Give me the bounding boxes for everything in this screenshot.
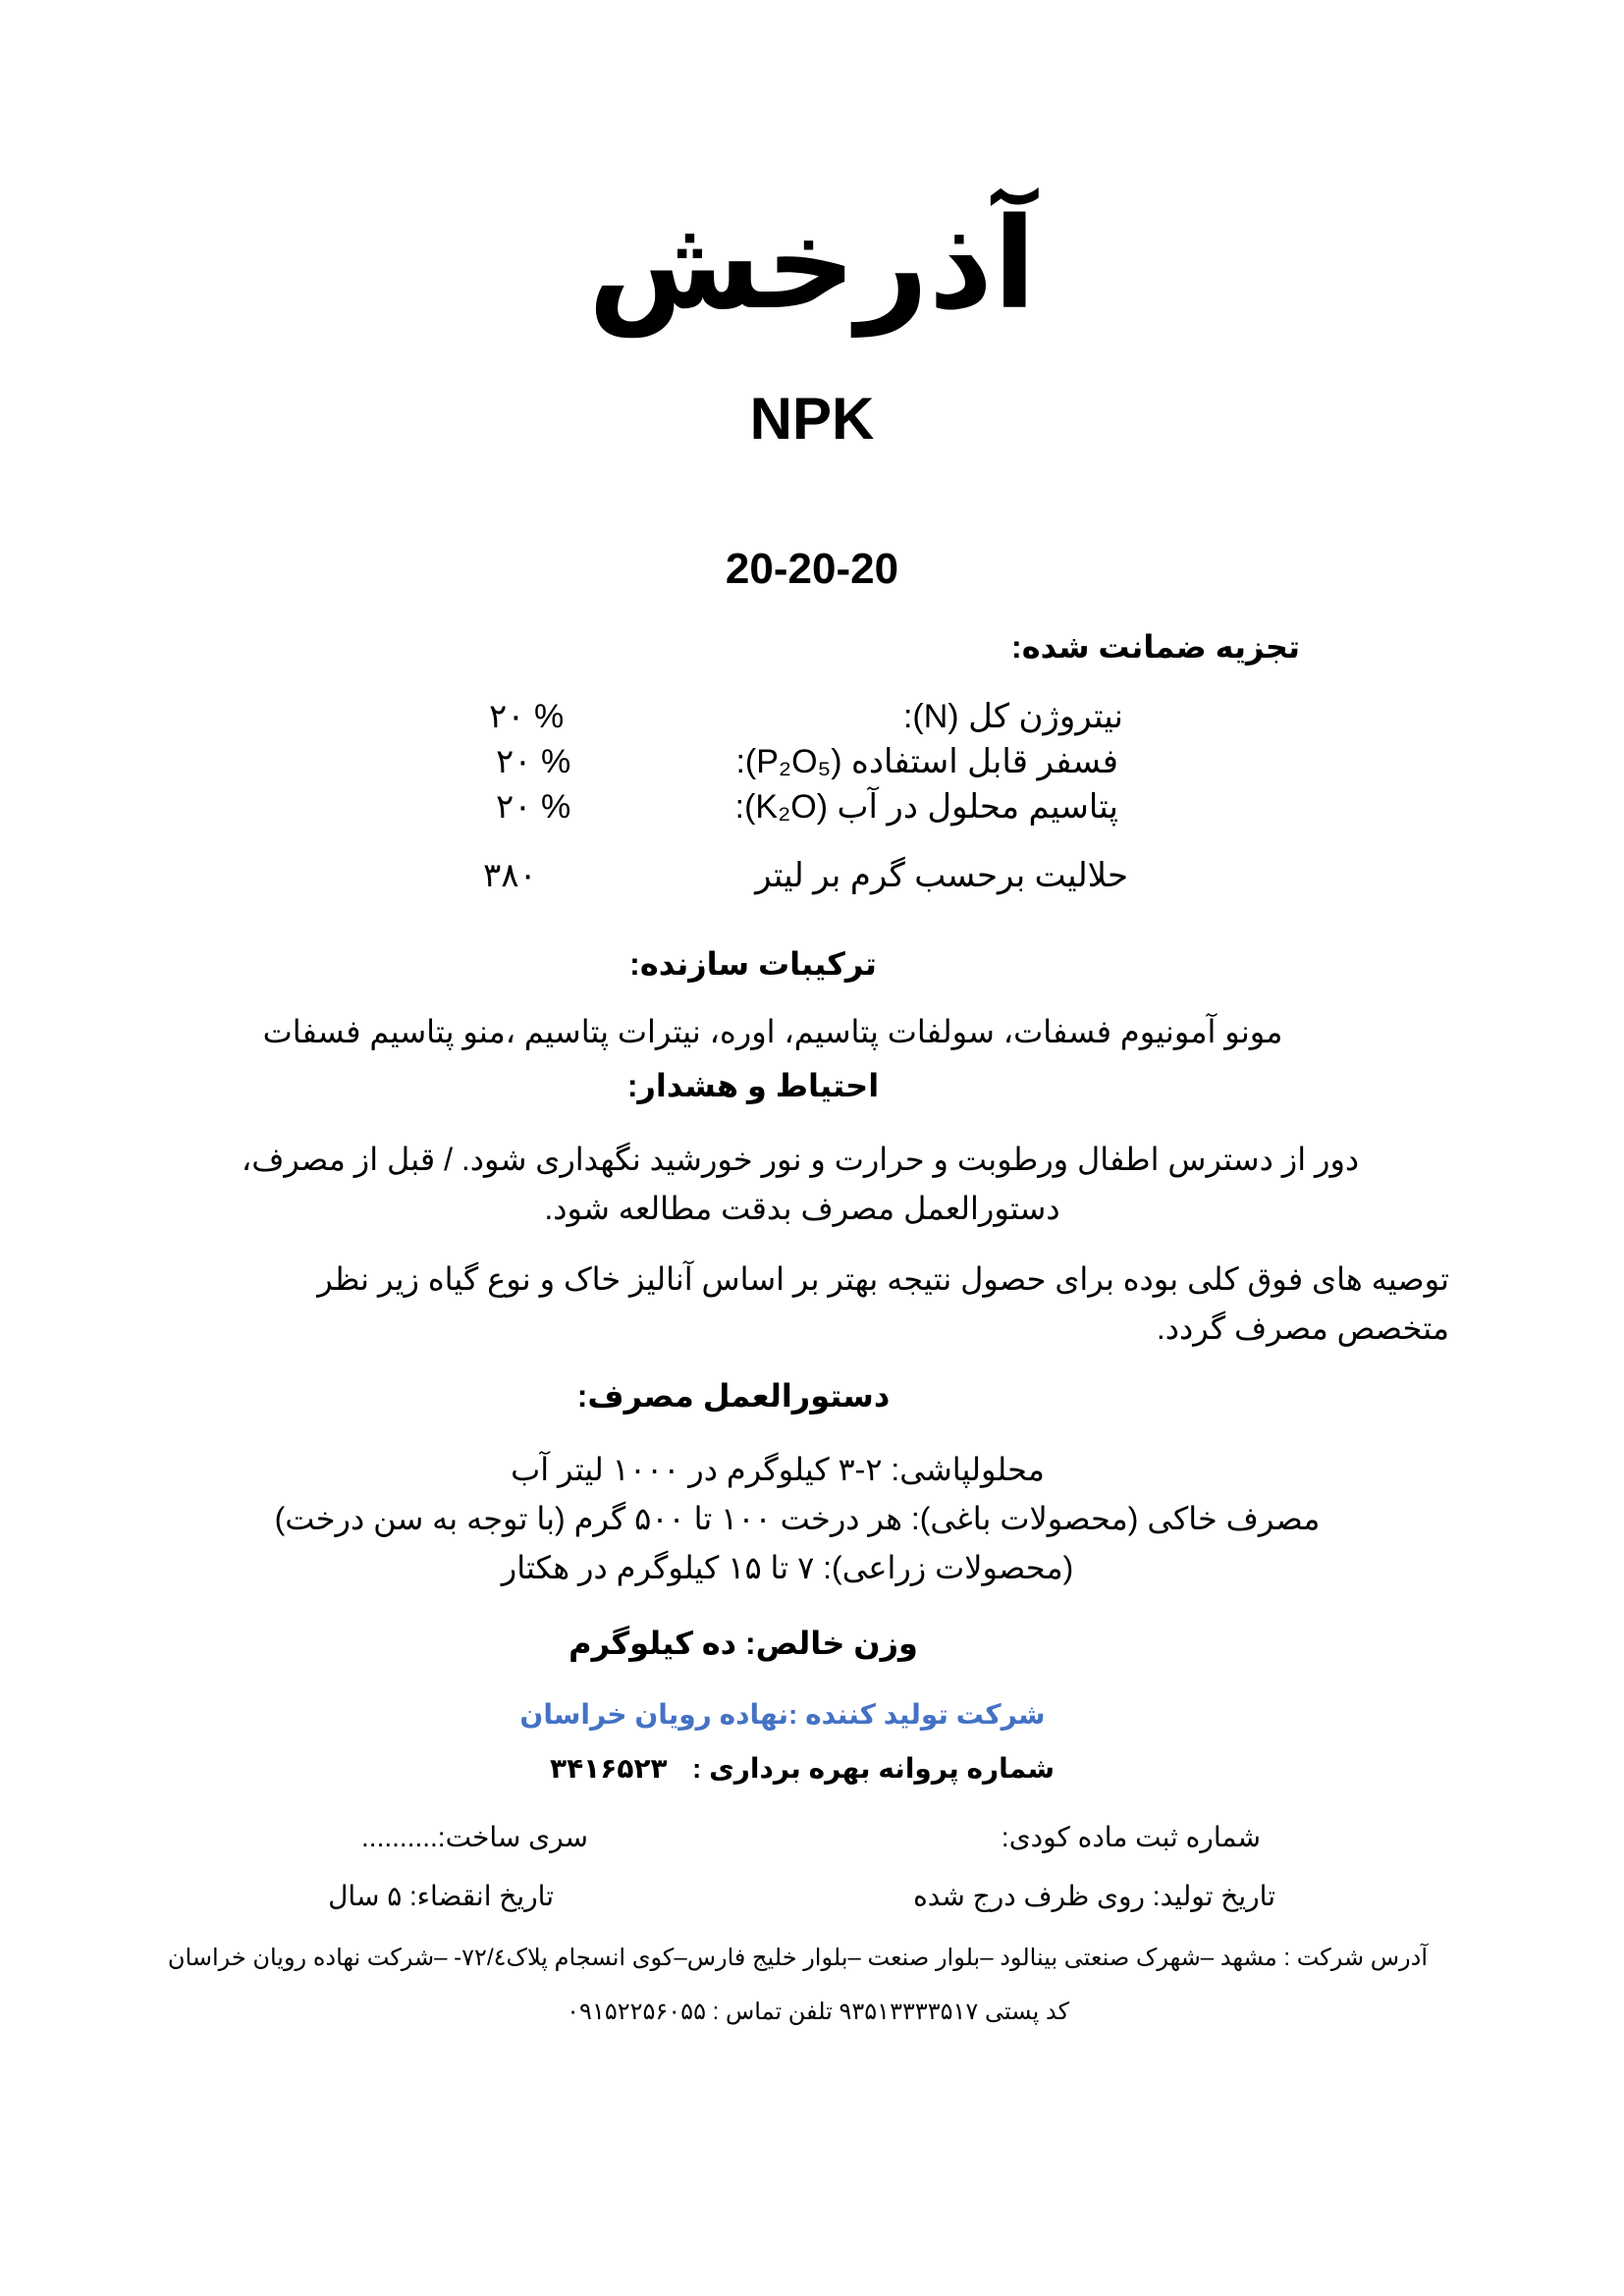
contact-info: کد پستی ۹۳۵۱۳۳۳۳۵۱۷ تلفن تماس : ۰۹۱۵۲۲۵۶۰۵۵: [567, 1999, 1069, 2025]
fertilizer-registration-label: شماره ثبت ماده کودی:: [1001, 1822, 1261, 1852]
phosphorus-label: فسفر قابل استفاده (P₂O₅):: [735, 743, 1118, 780]
solubility-label: حلالیت برحسب گرم بر لیتر: [755, 857, 1128, 894]
batch-label: سری ساخت:..........: [361, 1822, 588, 1852]
recommendation-line-1: توصیه های فوق کلی بوده برای حصول نتیجه بهتر بر اساس آنالیز خاک و نوع گیاه زیر نظر: [317, 1261, 1449, 1297]
potassium-value: ۲۰ %: [496, 788, 571, 826]
manufacturer: شرکت تولید کننده :نهاده رویان خراسان: [519, 1699, 1046, 1730]
usage-line-2: مصرف خاکی (محصولات باغی): هر درخت ۱۰۰ تا ۵۰۰ گرم (با توجه به سن درخت): [274, 1501, 1321, 1536]
usage-line-1: محلولپاشی: ۲-۳ کیلوگرم در ۱۰۰۰ لیتر آب: [511, 1452, 1045, 1487]
production-date: تاریخ تولید: روی ظرف درج شده: [913, 1881, 1275, 1911]
solubility-value: ۳۸۰: [483, 857, 537, 894]
npk-formula: 20-20-20: [725, 545, 899, 593]
license-label: شماره پروانه بهره برداری :: [692, 1753, 1055, 1784]
net-weight: وزن خالص: ده کیلوگرم: [568, 1626, 918, 1661]
ingredients-heading: ترکیبات سازنده:: [629, 946, 877, 982]
product-type: NPK: [749, 386, 875, 452]
recommendation-line-2: متخصص مصرف گردد.: [1156, 1310, 1449, 1346]
license-number: ۳۴۱۶۵۲۳: [550, 1753, 668, 1784]
expiry-date: تاریخ انقضاء: ۵ سال: [328, 1881, 554, 1911]
usage-line-3: (محصولات زراعی): ۷ تا ۱۵ کیلوگرم در هکتار: [501, 1550, 1074, 1585]
warning-line-2: دستورالعمل مصرف بدقت مطالعه شود.: [544, 1191, 1060, 1226]
brand-title: آذرخش: [587, 191, 1037, 338]
warnings-heading: احتیاط و هشدار:: [626, 1068, 880, 1103]
potassium-label: پتاسیم محلول در آب (K₂O):: [734, 788, 1118, 826]
nitrogen-label: نیتروژن کل (N):: [902, 698, 1123, 735]
warning-line-1: دور از دسترس اطفال ورطوبت و حرارت و نور خورشید نگهداری شود. / قبل از مصرف،: [241, 1142, 1360, 1177]
usage-heading: دستورالعمل مصرف:: [576, 1378, 891, 1414]
guaranteed-analysis-heading: تجزیه ضمانت شده:: [1011, 629, 1300, 665]
ingredients-text: مونو آمونیوم فسفات، سولفات پتاسیم، اوره، نیترات پتاسیم ،منو پتاسیم فسفات: [262, 1014, 1283, 1049]
company-address: آدرس شرکت : مشهد –شهرک صنعتی بینالود –بلوار صنعت –بلوار خلیج فارس–کوی انسجام پلاک۷۲/٤- –شرکت نهاده رویان خراسان: [167, 1945, 1428, 1971]
nitrogen-value: ۲۰ %: [489, 698, 565, 735]
phosphorus-value: ۲۰ %: [496, 743, 571, 780]
